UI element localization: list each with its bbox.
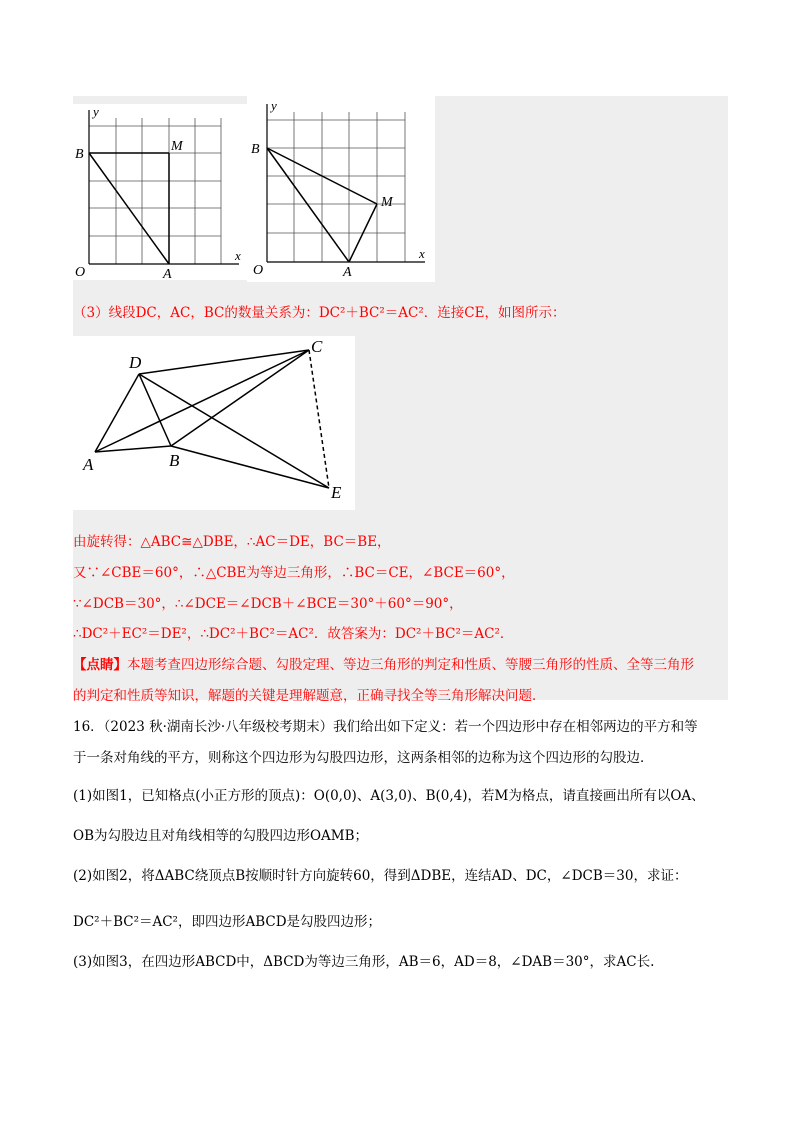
point-o-label: O	[75, 265, 86, 280]
point-b-label: B	[169, 451, 180, 470]
point-d-label: D	[129, 353, 142, 372]
grid-figure-left	[73, 104, 247, 280]
solution-line: ∴DC²＋EC²＝DE²，∴DC²＋BC²＝AC²．故答案为：DC²＋BC²＝AC²．	[73, 626, 514, 642]
question-line-3: (1)如图1，已知格点(小正方形的顶点)：O(0,0)、A(3,0)、B(0,4)，若M为格点，请直接画出所有以OA、	[73, 788, 705, 804]
point-b-label: B	[75, 147, 84, 162]
grid-figure-right-svg	[247, 96, 435, 282]
question-line-1: 16．（2023 秋·湖南长沙·八年级校考期末）我们给出如下定义：若一个四边形中存在相邻两边的平方和等	[73, 719, 698, 735]
solution-line: 又∵∠CBE＝60°，∴△CBE为等边三角形，∴BC＝CE，∠BCE＝60°，	[73, 565, 515, 581]
question-line-7: (3)如图3，在四边形ABCD中，ΔBCD为等边三角形，AB＝6，AD＝8，∠DAB＝30°，求AC长.	[73, 954, 655, 970]
question-line-6: DC²＋BC²＝AC²，即四边形ABCD是勾股四边形；	[73, 914, 382, 930]
point-m-label: M	[381, 195, 393, 210]
solution-line: ∵∠DCB＝30°，∴∠DCE＝∠DCB＋∠BCE＝30°＋60°＝90°，	[73, 596, 463, 612]
comment-line-1	[73, 653, 694, 673]
comment-tag: 【点睛】	[73, 657, 127, 673]
comment-text-1: 本题考查四边形综合题、勾股定理、等边三角形的判定和性质、等腰三角形的性质、全等三角形	[127, 657, 694, 673]
axis-y-label: y	[271, 98, 277, 113]
axis-y-label: y	[93, 104, 99, 119]
grid-figure-left-svg	[73, 104, 247, 280]
part3-intro: （3）线段DC，AC，BC的数量关系为：DC²＋BC²＝AC²．连接CE，如图所示：	[73, 305, 566, 321]
question-line-2: 于一条对角线的平方，则称这个四边形为勾股四边形，这两条相邻的边称为这个四边形的勾股边．	[73, 750, 654, 766]
point-c-label: C	[311, 337, 323, 356]
quadrilateral-figure	[73, 336, 355, 510]
solution-line: 由旋转得：△ABC≅△DBE，∴AC＝DE，BC＝BE，	[73, 534, 391, 550]
point-o-label: O	[253, 263, 264, 278]
question-line-4: OB为勾股边且对角线相等的勾股四边形OAMB；	[73, 828, 369, 844]
axis-x-label: x	[235, 248, 241, 263]
question-line-5: (2)如图2，将ΔABC绕顶点B按顺时针方向旋转60，得到ΔDBE，连结AD、DC，∠DCB＝30，求证：	[73, 868, 688, 884]
quadrilateral-figure-svg	[73, 336, 355, 510]
point-a-label: A	[163, 267, 172, 280]
axis-x-label: x	[419, 246, 425, 261]
point-m-label: M	[171, 139, 183, 154]
comment-line-2: 的判定和性质等知识，解题的关键是理解题意，正确寻找全等三角形解决问题．	[73, 688, 546, 704]
point-a-label: A	[343, 265, 352, 280]
grid-figure-right	[247, 96, 435, 282]
point-b-label: B	[251, 142, 260, 157]
point-a-label: A	[83, 455, 94, 474]
point-e-label: E	[331, 483, 342, 502]
